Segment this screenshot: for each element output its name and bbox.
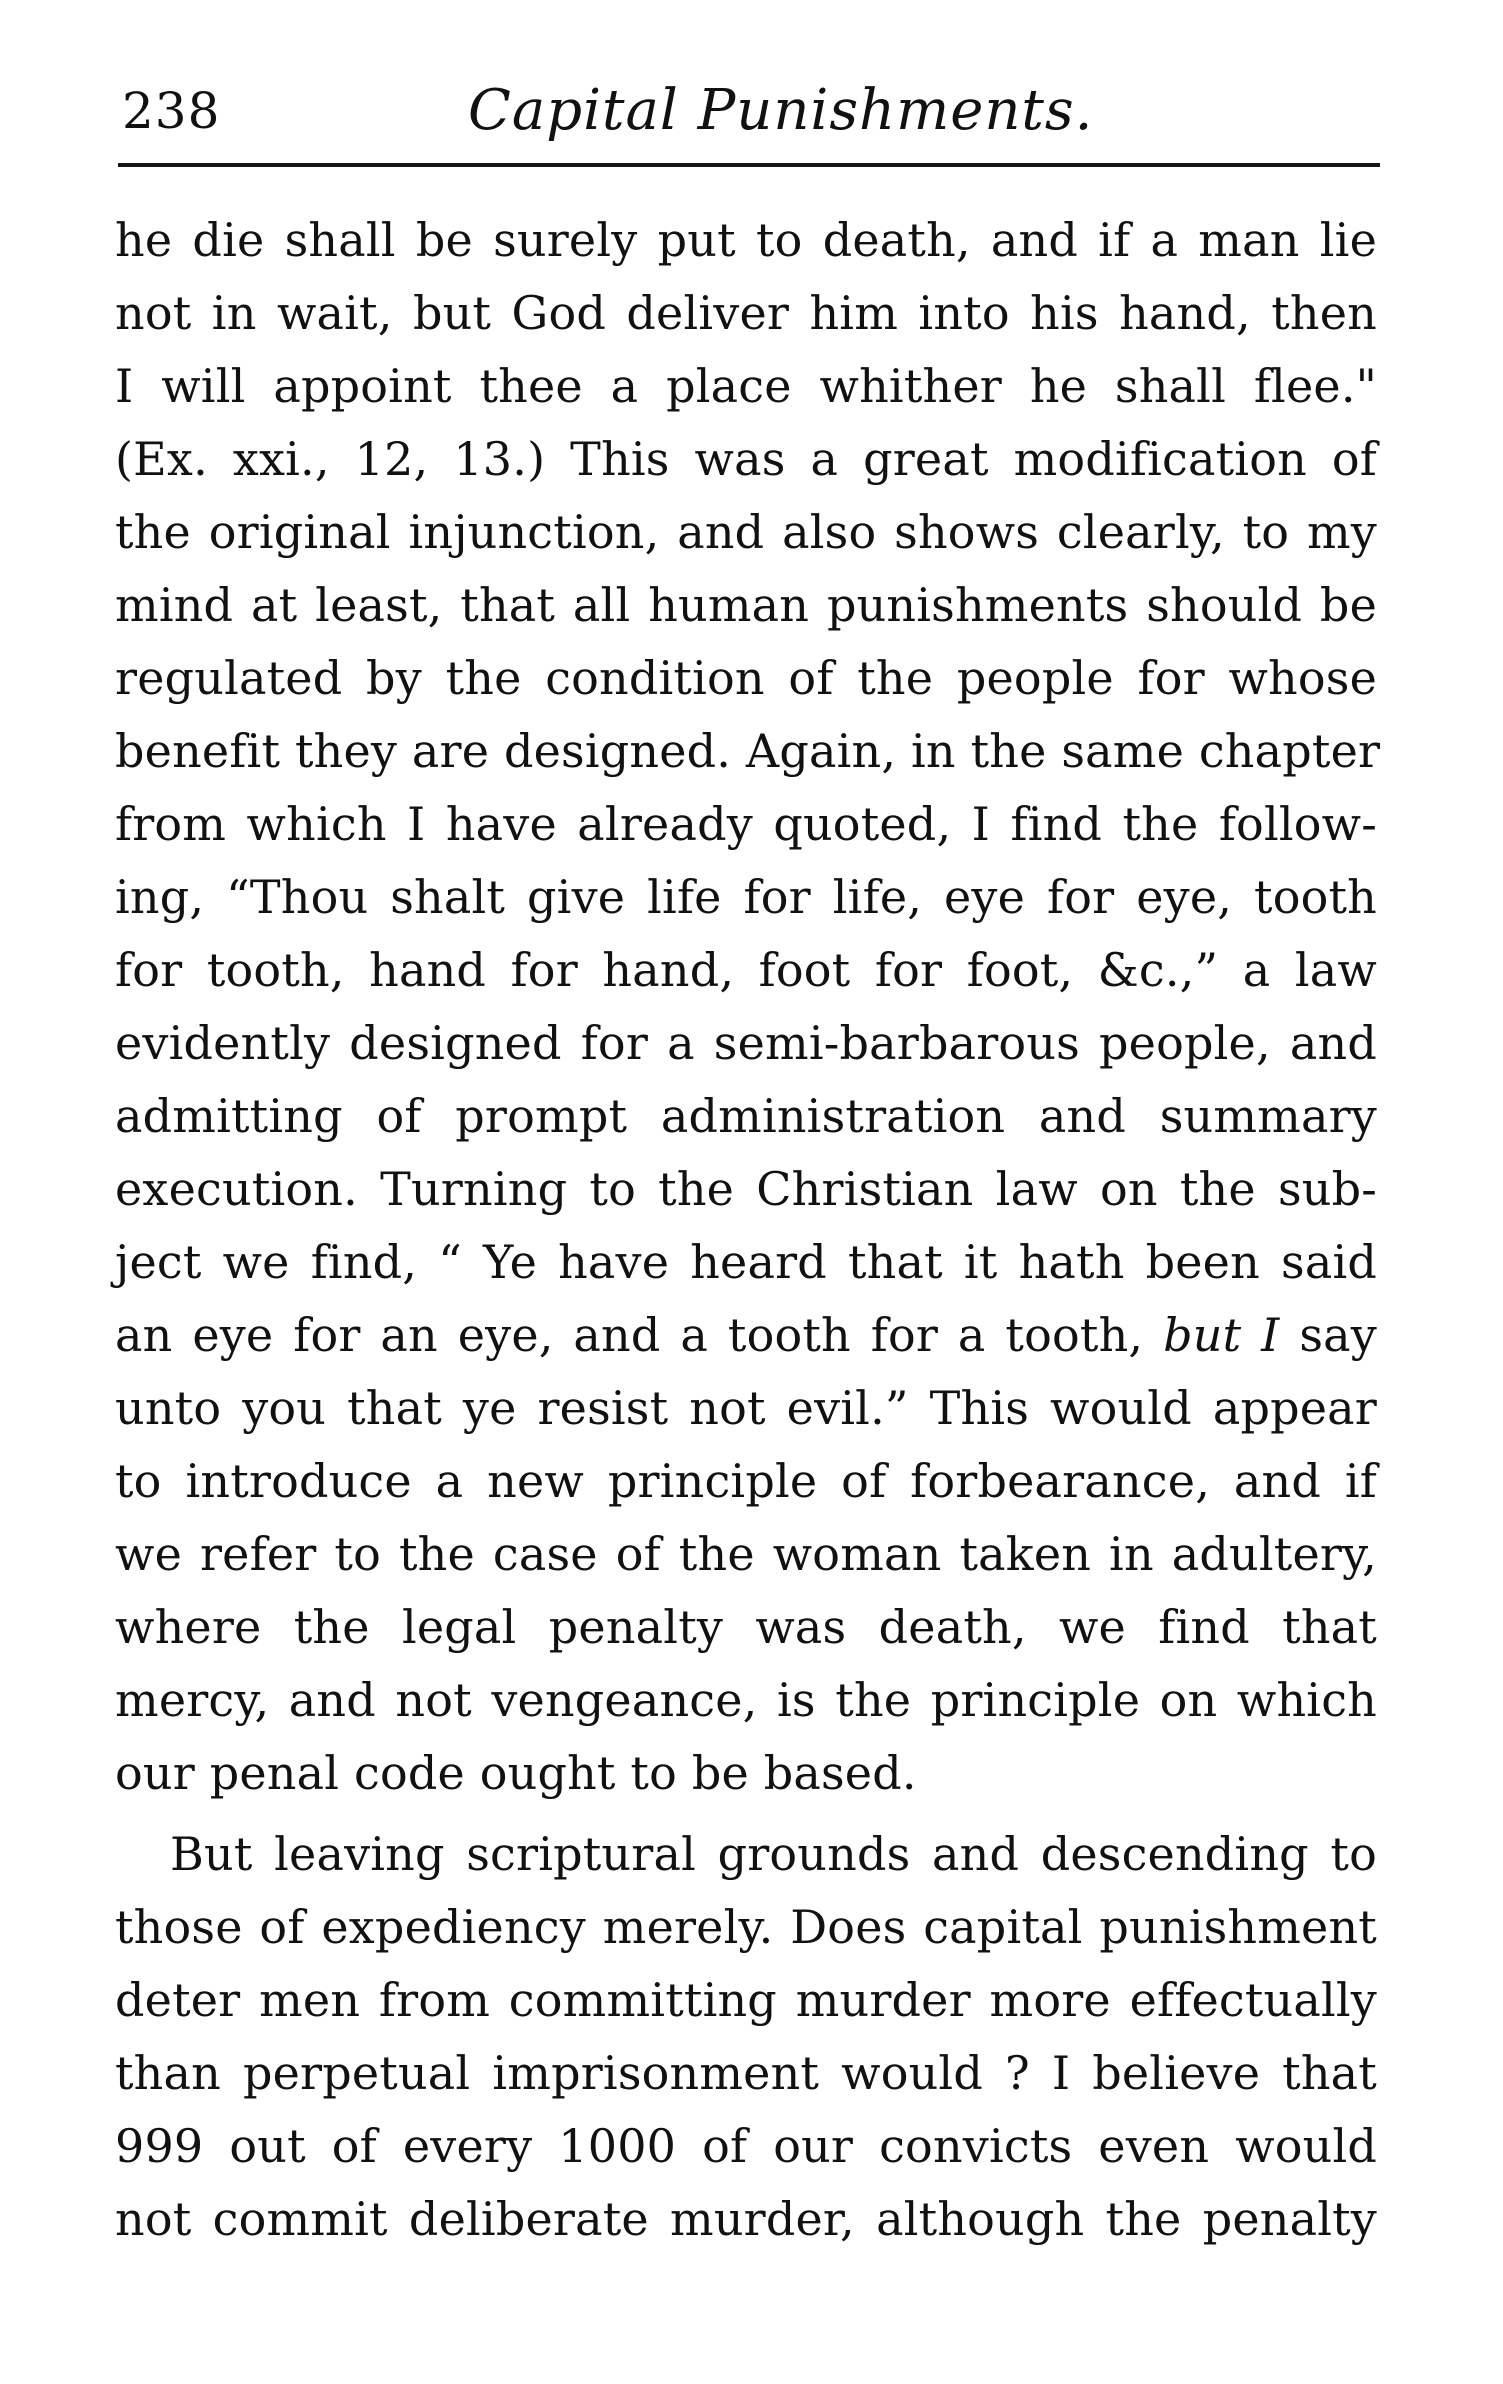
line-text-before-emphasis: an eye for an eye, and a tooth for a tooth, (115, 1308, 1164, 1362)
paragraph-1-line: unto you that ye resist not evil.” This would appear (115, 1381, 1377, 1435)
paragraph-1-line: he die shall be surely put to death, and if a man lie (115, 213, 1377, 267)
paragraph-1-line: evidently designed for a semi-barbarous people, and (115, 1016, 1377, 1070)
paragraph-1-final-line: our penal code ought to be based. (115, 1746, 917, 1800)
paragraph-1-line: where the legal penalty was death, we find that (115, 1600, 1377, 1654)
paragraph-1-line: not in wait, but God deliver him into his hand, then (115, 286, 1377, 340)
page-number: 238 (122, 82, 221, 140)
paragraph-1-line: ing, “Thou shalt give life for life, eye for eye, tooth (115, 870, 1377, 924)
paragraph-1-line: admitting of prompt administration and summary (115, 1089, 1377, 1143)
paragraph-2 (115, 1818, 1377, 2256)
paragraph-1-line: I will appoint thee a place whither he shall flee." (115, 359, 1377, 413)
paragraph-1-line: mind at least, that all human punishments should be (115, 578, 1377, 632)
paragraph-1-line: execution. Turning to the Christian law on the sub- (115, 1162, 1377, 1216)
line-text-after-emphasis: say (1279, 1308, 1377, 1362)
paragraph-2-first-line: But leaving scriptural grounds and descending to (170, 1827, 1377, 1881)
paragraph-1-line: mercy, and not vengeance, is the principle on which (115, 1673, 1377, 1727)
paragraph-2-line: 999 out of every 1000 of our convicts even would (115, 2119, 1377, 2173)
page-header (118, 66, 1380, 156)
paragraph-1-line: the original injunction, and also shows clearly, to my (115, 505, 1377, 559)
paragraph-1-line-with-emphasis (115, 1299, 1377, 1372)
running-title: Capital Punishments. (468, 78, 1094, 143)
paragraph-1 (115, 204, 1381, 1810)
paragraph-1-line: (Ex. xxi., 12, 13.) This was a great modification of (115, 432, 1377, 486)
paragraph-1-line: benefit they are designed. Again, in the same chapter (115, 724, 1381, 778)
paragraph-1-line: for tooth, hand for hand, foot for foot, &c.,” a law (115, 943, 1377, 997)
paragraph-1-line: ject we find, “ Ye have heard that it hath been said (115, 1235, 1377, 1289)
paragraph-1-line: to introduce a new principle of forbearance, and if (115, 1454, 1377, 1508)
paragraph-1-line: regulated by the condition of the people for whose (115, 651, 1377, 705)
paragraph-2-line: not commit deliberate murder, although the penalty (115, 2192, 1377, 2246)
italic-emphasis: but I (1163, 1308, 1280, 1362)
header-rule (118, 163, 1380, 167)
paragraph-2-line: those of expediency merely. Does capital punishment (115, 1900, 1377, 1954)
paragraph-2-line: than perpetual imprisonment would ? I believe that (115, 2046, 1377, 2100)
paragraph-1-line: we refer to the case of the woman taken in adultery, (115, 1527, 1377, 1581)
paragraph-1-line: from which I have already quoted, I find the follow- (115, 797, 1377, 851)
paragraph-2-line: deter men from committing murder more effectually (115, 1973, 1377, 2027)
